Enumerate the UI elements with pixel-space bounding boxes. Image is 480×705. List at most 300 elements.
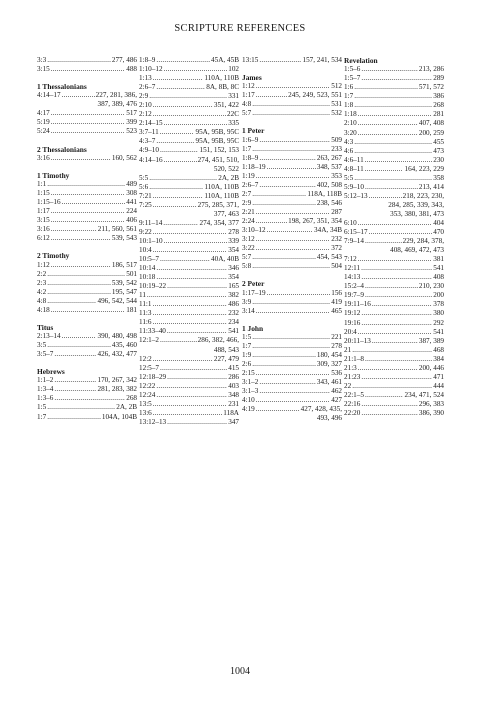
dot-leader <box>153 192 204 201</box>
index-entry <box>242 136 342 145</box>
dot-leader <box>358 328 432 337</box>
dot-leader <box>252 333 330 342</box>
verse-reference: 4:2 <box>37 287 47 296</box>
dot-leader <box>259 378 315 387</box>
page-references: 531 <box>331 100 342 109</box>
index-entry <box>242 298 342 307</box>
page-references: 571, 572 <box>418 83 444 92</box>
dot-leader <box>358 255 432 264</box>
page-references: 386 <box>433 92 444 101</box>
verse-reference: 2:10 <box>344 119 357 128</box>
index-entry <box>139 92 239 101</box>
dot-leader <box>153 74 204 83</box>
index-entry <box>242 333 342 342</box>
dot-leader <box>267 226 313 235</box>
dot-leader <box>160 336 197 345</box>
page-references-continued: 377, 463 <box>213 209 239 218</box>
dot-leader <box>372 337 418 346</box>
page-references: 435, 460 <box>111 341 137 350</box>
page-references: 22C <box>227 110 239 119</box>
dot-leader <box>51 261 111 270</box>
page-references: 471 <box>433 372 444 381</box>
verse-reference: 6:12 <box>37 234 50 243</box>
dot-leader <box>256 307 330 316</box>
dot-leader <box>259 181 315 190</box>
verse-reference: 3:16 <box>37 225 50 234</box>
index-entry <box>344 255 444 264</box>
index-entry <box>344 291 444 300</box>
index-entry <box>139 418 239 427</box>
dot-leader <box>256 244 330 253</box>
verse-reference: 5:12–13 <box>344 191 368 200</box>
index-entry <box>344 319 444 328</box>
page-references: 233 <box>331 144 342 153</box>
verse-reference: 4:8 <box>37 296 47 305</box>
page-references: 496, 542, 544 <box>97 296 137 305</box>
page-references: 2A, 2B <box>116 403 137 412</box>
verse-reference: 4:10 <box>242 396 255 405</box>
index-entry <box>344 83 444 92</box>
index-entry <box>139 110 239 119</box>
dot-leader <box>354 174 432 183</box>
page-references: 512 <box>331 82 342 91</box>
verse-reference: 10:4 <box>139 245 152 254</box>
verse-reference: 1:15 <box>37 189 50 198</box>
index-entry <box>242 100 342 109</box>
index-entry <box>242 145 342 154</box>
dot-leader <box>369 228 433 237</box>
index-entry <box>242 405 342 414</box>
index-entry <box>242 226 342 235</box>
page-references: 102 <box>228 65 239 74</box>
dot-leader <box>259 154 315 163</box>
page-references: 230 <box>433 155 444 164</box>
dot-leader <box>153 110 226 119</box>
index-entry <box>344 355 444 364</box>
page-references: 387, 389 <box>418 336 444 345</box>
page-references: 358 <box>433 173 444 182</box>
index-entry <box>37 154 137 163</box>
index-entry <box>344 165 444 174</box>
index-entry <box>344 92 444 101</box>
dot-leader <box>47 56 111 65</box>
verse-reference: 22:16 <box>344 399 361 408</box>
verse-reference: 3:16 <box>37 153 50 162</box>
verse-reference: 4:8 <box>242 100 252 109</box>
verse-reference: 5:6 <box>139 182 149 191</box>
index-entry <box>139 264 239 273</box>
dot-leader <box>62 91 95 100</box>
dot-leader <box>147 291 227 300</box>
index-entry <box>139 255 239 264</box>
page-references: 444 <box>433 381 444 390</box>
dot-leader <box>54 394 125 403</box>
dot-leader <box>167 282 227 291</box>
index-entry <box>344 65 444 74</box>
verse-reference: 5:5 <box>344 173 354 182</box>
index-entry <box>139 382 239 391</box>
verse-reference: 4:6 <box>344 146 354 155</box>
index-entry <box>139 74 239 83</box>
dot-leader <box>47 341 111 350</box>
page-references: 195, 547 <box>111 287 137 296</box>
dot-leader <box>361 264 432 273</box>
verse-reference: 1:1–2 <box>37 376 54 385</box>
verse-reference: 7:25 <box>139 200 152 209</box>
verse-reference: 9:22 <box>139 227 152 236</box>
index-entry <box>37 270 137 279</box>
book-heading: 1 John <box>242 323 264 333</box>
verse-reference: 10:19–22 <box>139 282 167 291</box>
dot-leader <box>51 154 111 163</box>
page-references: 287 <box>331 208 342 217</box>
verse-reference: 10:1–10 <box>139 236 163 245</box>
verse-reference: 1:8–9 <box>139 56 156 64</box>
index-entry <box>242 378 342 387</box>
dot-leader <box>164 156 197 165</box>
dot-leader <box>167 418 227 427</box>
verse-reference: 3:22 <box>242 244 255 253</box>
index-entry <box>242 351 342 360</box>
page-references: 384 <box>433 354 444 363</box>
dot-leader <box>252 360 316 369</box>
dot-leader <box>252 145 330 154</box>
dot-leader <box>358 129 418 138</box>
verse-reference: 5:8 <box>242 262 252 271</box>
book-heading: Titus <box>37 322 54 332</box>
page-references: 473 <box>433 146 444 155</box>
book-heading: Hebrews <box>37 367 65 377</box>
page-references: 40A, 40B <box>211 255 239 264</box>
verse-reference: 4:3–7 <box>139 137 156 146</box>
verse-reference: 21:23 <box>344 372 361 381</box>
verse-reference: 2:14–15 <box>139 119 163 128</box>
verse-reference: 22 <box>344 381 352 390</box>
verse-reference: 1:17 <box>37 207 50 216</box>
dot-leader <box>256 235 330 244</box>
book-heading: 1 Timothy <box>37 170 70 180</box>
verse-reference: 1:7 <box>242 341 252 350</box>
dot-leader <box>156 391 227 400</box>
page-references: 465 <box>331 306 342 315</box>
page-references: 541 <box>433 264 444 273</box>
verse-reference: 1:5–7 <box>344 74 361 83</box>
verse-reference: 1:13 <box>139 74 152 83</box>
index-entry <box>344 156 444 165</box>
index-entry <box>139 83 239 92</box>
page-references: 238, 546 <box>316 198 342 207</box>
dot-leader <box>354 138 432 147</box>
verse-reference: 22:20 <box>344 408 361 417</box>
index-entry <box>37 403 137 412</box>
verse-reference: 3:10–12 <box>242 226 266 235</box>
verse-reference: 4:3 <box>344 137 354 146</box>
page-references: 277, 486 <box>111 56 137 64</box>
dot-leader <box>51 306 125 315</box>
index-entry <box>242 82 342 91</box>
index-entry <box>37 350 137 359</box>
page-references: 231 <box>228 399 239 408</box>
index-entry <box>344 400 444 409</box>
dot-leader <box>256 396 330 405</box>
index-entry <box>37 207 137 216</box>
dot-leader <box>153 409 223 418</box>
dot-leader <box>256 369 330 378</box>
verse-reference: 2:13–14 <box>37 332 61 340</box>
index-entry <box>242 289 342 298</box>
verse-reference: 13:6 <box>139 408 152 417</box>
verse-reference: 2:9 <box>139 92 149 101</box>
verse-reference: 2:6 <box>242 360 252 369</box>
verse-reference: 12:11 <box>344 264 361 273</box>
dot-leader <box>354 101 432 110</box>
dot-leader <box>153 318 228 327</box>
dot-leader <box>365 183 418 192</box>
page-references: 403 <box>228 381 239 390</box>
page-references: 234 <box>228 318 239 327</box>
page-references: 118A, 118B <box>307 189 342 198</box>
index-entry <box>139 273 239 282</box>
dot-leader <box>361 74 432 83</box>
dot-leader <box>252 351 316 360</box>
verse-reference: 3:9 <box>242 297 252 306</box>
page-references: 441 <box>126 198 137 207</box>
page-references: 382 <box>228 291 239 300</box>
verse-reference: 2:6–7 <box>139 83 156 92</box>
verse-reference: 21:1–8 <box>344 354 364 363</box>
verse-reference: 2:9 <box>242 198 252 207</box>
page-references: 221 <box>331 332 342 341</box>
dot-leader <box>47 270 125 279</box>
index-entry <box>344 346 444 355</box>
verse-reference: 19:7–9 <box>344 291 364 300</box>
index-entry <box>139 56 239 65</box>
verse-reference: 4:8–11 <box>344 164 364 173</box>
page-references: 351, 422 <box>213 101 239 110</box>
index-entry <box>37 118 137 127</box>
index-entry <box>37 189 137 198</box>
index-entry <box>344 183 444 192</box>
index-entry <box>139 327 239 336</box>
page-references: 227, 479 <box>213 354 239 363</box>
index-entry <box>37 180 137 189</box>
index-entry <box>139 228 239 237</box>
page-references: 8A, 8B, 8C <box>206 83 239 92</box>
dot-leader <box>164 65 228 74</box>
verse-reference: 4:18 <box>37 305 50 314</box>
index-entry <box>344 147 444 156</box>
verse-reference: 15:2–4 <box>344 282 364 291</box>
index-entry <box>139 364 239 373</box>
dot-leader <box>365 282 418 291</box>
verse-reference: 11:33–40 <box>139 327 166 336</box>
dot-leader <box>51 216 125 225</box>
verse-reference: 6:10 <box>344 219 357 227</box>
index-entry <box>37 91 137 100</box>
index-entry <box>139 174 239 183</box>
page-references: 346 <box>228 264 239 273</box>
dot-leader <box>252 253 316 262</box>
dot-leader <box>252 100 330 109</box>
dot-leader <box>361 409 417 418</box>
dot-leader <box>156 273 227 282</box>
dot-leader <box>54 376 96 385</box>
verse-reference: 12:18–29 <box>139 372 167 381</box>
page-references: 427 <box>331 396 342 405</box>
verse-reference: 1:9 <box>242 350 252 359</box>
page-references: 308 <box>126 189 137 198</box>
page-references: 372 <box>331 244 342 253</box>
index-entry <box>37 109 137 118</box>
verse-reference: 2:12 <box>139 110 152 119</box>
dot-leader <box>252 342 330 351</box>
dot-leader <box>358 219 432 228</box>
index-entry <box>37 65 137 74</box>
dot-leader <box>51 127 125 136</box>
page-references: 523 <box>126 127 137 136</box>
page-references: 348 <box>228 390 239 399</box>
page-references: 406 <box>126 216 137 225</box>
page-references: 218, 223, 230, <box>402 191 444 200</box>
index-entry <box>242 235 342 244</box>
index-entry <box>344 373 444 382</box>
dot-leader <box>352 382 432 391</box>
verse-reference: 1:7 <box>242 144 252 153</box>
book-heading: 2 Timothy <box>37 251 70 261</box>
verse-reference: 3:14 <box>242 306 255 315</box>
index-entry <box>139 409 239 418</box>
index-entry <box>344 192 444 201</box>
verse-reference: 1:3–6 <box>37 394 54 403</box>
index-entry <box>242 244 342 253</box>
book-heading: 1 Peter <box>242 126 265 136</box>
index-entry <box>344 264 444 273</box>
verse-reference: 1:5–6 <box>344 65 361 74</box>
dot-leader <box>252 298 330 307</box>
dot-leader <box>256 208 330 217</box>
dot-leader <box>51 109 125 118</box>
dot-leader <box>358 119 418 128</box>
index-entry <box>139 336 239 345</box>
page-references: 210, 230 <box>418 282 444 291</box>
page-references: 95A, 95B, 95C <box>195 137 239 146</box>
page-references: 339 <box>228 236 239 245</box>
index-entry <box>242 190 342 199</box>
page-references: 347 <box>228 417 239 426</box>
dot-leader <box>149 174 217 183</box>
page-references: 224 <box>126 207 137 216</box>
page-references: 399 <box>126 118 137 127</box>
page-references: 34A, 34B <box>314 226 342 235</box>
book-heading: Revelation <box>344 56 378 65</box>
page-references: 200, 446 <box>418 363 444 372</box>
index-entry <box>37 341 137 350</box>
dot-leader <box>361 273 432 282</box>
page-references: 335 <box>228 119 239 128</box>
page-references-continued: 488, 543 <box>213 345 239 354</box>
verse-reference: 7:12 <box>344 255 357 264</box>
dot-leader <box>149 92 227 101</box>
index-column-2 <box>139 56 239 427</box>
verse-reference: 1:6 <box>344 83 354 92</box>
page-references: 501 <box>126 269 137 278</box>
verse-reference: 19:16 <box>344 318 361 327</box>
verse-reference: 11 <box>139 291 146 300</box>
page-references: 426, 432, 477 <box>97 350 137 359</box>
index-entry <box>139 237 239 246</box>
verse-reference: 4:19 <box>242 405 255 414</box>
verse-reference: 2:2 <box>37 269 47 278</box>
verse-reference: 1:17–19 <box>242 288 266 297</box>
index-column-1 <box>37 56 137 422</box>
page-references-continued: 353, 380, 381, 473 <box>390 209 444 218</box>
index-entry <box>344 219 444 228</box>
page-references: 489 <box>126 179 137 188</box>
page-references: 462 <box>331 387 342 396</box>
verse-reference: 13:12–13 <box>139 417 167 426</box>
page-references: 274, 354, 377 <box>199 218 239 227</box>
page-references: 2A, 2B <box>218 173 239 182</box>
dot-leader <box>163 219 198 228</box>
verse-reference: 1:10–12 <box>139 65 163 74</box>
verse-reference: 20:11–13 <box>344 336 371 345</box>
index-entry <box>37 306 137 315</box>
index-entry <box>37 56 137 65</box>
verse-reference: 4:9–10 <box>139 146 159 155</box>
page-references: 227, 281, 386, <box>95 91 137 100</box>
page-references: 541 <box>228 327 239 336</box>
page-references: 309, 327 <box>316 360 342 369</box>
index-entry <box>344 328 444 337</box>
dot-leader <box>62 198 126 207</box>
page-references: 232 <box>331 235 342 244</box>
index-entry <box>344 74 444 83</box>
verse-reference: 14:13 <box>344 273 361 282</box>
verse-reference: 1:3–4 <box>37 385 54 394</box>
index-column-3 <box>242 56 342 423</box>
page-references: 415 <box>228 363 239 372</box>
page-references: 157, 241, 534 <box>302 56 342 64</box>
page-references: 541 <box>433 327 444 336</box>
page-references: 455 <box>433 137 444 146</box>
index-entry <box>344 282 444 291</box>
verse-reference: 5:24 <box>37 127 50 136</box>
index-entry <box>242 396 342 405</box>
index-entry <box>139 355 239 364</box>
page-references: 536 <box>331 369 342 378</box>
index-entry <box>37 288 137 297</box>
verse-reference: 11:1 <box>139 300 152 309</box>
dot-leader <box>47 403 115 412</box>
page-references: 110A, 110B <box>204 182 239 191</box>
page-references: 354 <box>228 245 239 254</box>
dot-leader <box>153 228 227 237</box>
index-entry <box>242 154 342 163</box>
index-entry <box>139 119 239 128</box>
dot-leader <box>153 101 213 110</box>
index-entry <box>139 137 239 146</box>
page-references-continued: 493, 496 <box>316 414 342 423</box>
verse-reference: 1:8 <box>344 101 354 110</box>
dot-leader <box>361 309 432 318</box>
dot-leader <box>47 297 96 306</box>
verse-reference: 4:17 <box>37 109 50 118</box>
verse-reference: 2:7 <box>242 189 252 198</box>
index-entry <box>139 400 239 409</box>
page-references: 407, 408 <box>418 119 444 128</box>
verse-reference: 1:7 <box>37 412 47 421</box>
index-entry <box>37 376 137 385</box>
